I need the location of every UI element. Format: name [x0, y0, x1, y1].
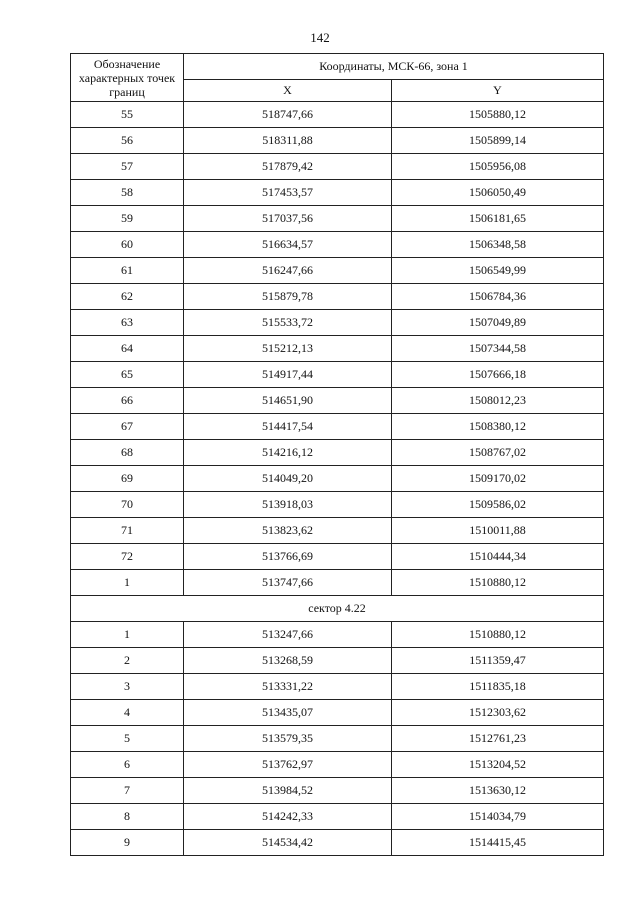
- point-number-cell: 9: [71, 830, 184, 856]
- point-number-cell: 58: [71, 180, 184, 206]
- y-coordinate-cell: 1514415,45: [392, 830, 604, 856]
- point-number-cell: 72: [71, 544, 184, 570]
- table-row: [71, 336, 604, 362]
- table-row: [71, 830, 604, 856]
- table-body-sector: [71, 622, 604, 856]
- x-coordinate-cell: 518747,66: [184, 102, 392, 128]
- x-coordinate-cell: 513247,66: [184, 622, 392, 648]
- section-row-group: [71, 596, 604, 622]
- x-coordinate-cell: 514417,54: [184, 414, 392, 440]
- y-coordinate-cell: 1508767,02: [392, 440, 604, 466]
- point-number-cell: 4: [71, 700, 184, 726]
- table-row: [71, 128, 604, 154]
- y-coordinate-cell: 1512303,62: [392, 700, 604, 726]
- point-number-cell: 69: [71, 466, 184, 492]
- table-row: [71, 310, 604, 336]
- table-row: [71, 726, 604, 752]
- x-coordinate-cell: 513823,62: [184, 518, 392, 544]
- header-coordinates: Координаты, МСК-66, зона 1: [184, 54, 604, 80]
- y-coordinate-cell: 1506050,49: [392, 180, 604, 206]
- point-number-cell: 57: [71, 154, 184, 180]
- y-coordinate-cell: 1505956,08: [392, 154, 604, 180]
- point-number-cell: 55: [71, 102, 184, 128]
- x-coordinate-cell: 513918,03: [184, 492, 392, 518]
- y-coordinate-cell: 1509170,02: [392, 466, 604, 492]
- section-row: [71, 596, 604, 622]
- point-number-cell: 56: [71, 128, 184, 154]
- point-number-cell: 3: [71, 674, 184, 700]
- x-coordinate-cell: 514216,12: [184, 440, 392, 466]
- table-row: [71, 388, 604, 414]
- y-coordinate-cell: 1507049,89: [392, 310, 604, 336]
- table-row: [71, 362, 604, 388]
- point-number-cell: 1: [71, 570, 184, 596]
- point-number-cell: 70: [71, 492, 184, 518]
- y-coordinate-cell: 1510011,88: [392, 518, 604, 544]
- x-coordinate-cell: 515879,78: [184, 284, 392, 310]
- table-row: [71, 414, 604, 440]
- x-coordinate-cell: 516634,57: [184, 232, 392, 258]
- point-number-cell: 63: [71, 310, 184, 336]
- x-coordinate-cell: 513747,66: [184, 570, 392, 596]
- point-number-cell: 1: [71, 622, 184, 648]
- point-number-cell: 61: [71, 258, 184, 284]
- y-coordinate-cell: 1506784,36: [392, 284, 604, 310]
- table-row: [71, 154, 604, 180]
- x-coordinate-cell: 514651,90: [184, 388, 392, 414]
- point-number-cell: 6: [71, 752, 184, 778]
- table-row: [71, 648, 604, 674]
- point-number-cell: 65: [71, 362, 184, 388]
- table-row: [71, 570, 604, 596]
- table-row: [71, 492, 604, 518]
- x-coordinate-cell: 515533,72: [184, 310, 392, 336]
- x-coordinate-cell: 514534,42: [184, 830, 392, 856]
- x-coordinate-cell: 518311,88: [184, 128, 392, 154]
- section-title: сектор 4.22: [71, 596, 604, 622]
- header-x: X: [184, 80, 392, 102]
- point-number-cell: 64: [71, 336, 184, 362]
- point-number-cell: 71: [71, 518, 184, 544]
- point-number-cell: 60: [71, 232, 184, 258]
- point-number-cell: 68: [71, 440, 184, 466]
- y-coordinate-cell: 1507666,18: [392, 362, 604, 388]
- table-row: [71, 544, 604, 570]
- y-coordinate-cell: 1509586,02: [392, 492, 604, 518]
- y-coordinate-cell: 1505899,14: [392, 128, 604, 154]
- point-number-cell: 8: [71, 804, 184, 830]
- x-coordinate-cell: 513984,52: [184, 778, 392, 804]
- x-coordinate-cell: 513268,59: [184, 648, 392, 674]
- table-row: [71, 440, 604, 466]
- y-coordinate-cell: 1506549,99: [392, 258, 604, 284]
- point-number-cell: 59: [71, 206, 184, 232]
- table-row: [71, 778, 604, 804]
- table-row: [71, 232, 604, 258]
- y-coordinate-cell: 1510880,12: [392, 622, 604, 648]
- point-number-cell: 62: [71, 284, 184, 310]
- table-row: [71, 674, 604, 700]
- table-row: [71, 700, 604, 726]
- x-coordinate-cell: 514242,33: [184, 804, 392, 830]
- point-number-cell: 67: [71, 414, 184, 440]
- y-coordinate-cell: 1507344,58: [392, 336, 604, 362]
- point-number-cell: 2: [71, 648, 184, 674]
- x-coordinate-cell: 514917,44: [184, 362, 392, 388]
- x-coordinate-cell: 513762,97: [184, 752, 392, 778]
- x-coordinate-cell: 517037,56: [184, 206, 392, 232]
- header-y: Y: [392, 80, 604, 102]
- y-coordinate-cell: 1510880,12: [392, 570, 604, 596]
- y-coordinate-cell: 1506181,65: [392, 206, 604, 232]
- table-row: [71, 180, 604, 206]
- point-number-cell: 5: [71, 726, 184, 752]
- coordinates-table: [70, 53, 604, 856]
- table-row: [71, 102, 604, 128]
- x-coordinate-cell: 513331,22: [184, 674, 392, 700]
- table-body-main: [71, 102, 604, 596]
- x-coordinate-cell: 514049,20: [184, 466, 392, 492]
- y-coordinate-cell: 1514034,79: [392, 804, 604, 830]
- point-number-cell: 7: [71, 778, 184, 804]
- x-coordinate-cell: 516247,66: [184, 258, 392, 284]
- y-coordinate-cell: 1513630,12: [392, 778, 604, 804]
- y-coordinate-cell: 1505880,12: [392, 102, 604, 128]
- x-coordinate-cell: 517453,57: [184, 180, 392, 206]
- header-point-designation: Обозначение характерных точек границ: [71, 54, 184, 102]
- table-row: [71, 622, 604, 648]
- table-row: [71, 752, 604, 778]
- table-row: [71, 206, 604, 232]
- page-number: 142: [310, 30, 330, 45]
- y-coordinate-cell: 1512761,23: [392, 726, 604, 752]
- y-coordinate-cell: 1510444,34: [392, 544, 604, 570]
- y-coordinate-cell: 1513204,52: [392, 752, 604, 778]
- x-coordinate-cell: 513579,35: [184, 726, 392, 752]
- y-coordinate-cell: 1511835,18: [392, 674, 604, 700]
- table-row: [71, 804, 604, 830]
- table-row: [71, 518, 604, 544]
- table-row: [71, 466, 604, 492]
- table-row: [71, 284, 604, 310]
- y-coordinate-cell: 1506348,58: [392, 232, 604, 258]
- x-coordinate-cell: 517879,42: [184, 154, 392, 180]
- x-coordinate-cell: 513435,07: [184, 700, 392, 726]
- point-number-cell: 66: [71, 388, 184, 414]
- x-coordinate-cell: 513766,69: [184, 544, 392, 570]
- y-coordinate-cell: 1508380,12: [392, 414, 604, 440]
- table-row: [71, 258, 604, 284]
- y-coordinate-cell: 1511359,47: [392, 648, 604, 674]
- y-coordinate-cell: 1508012,23: [392, 388, 604, 414]
- x-coordinate-cell: 515212,13: [184, 336, 392, 362]
